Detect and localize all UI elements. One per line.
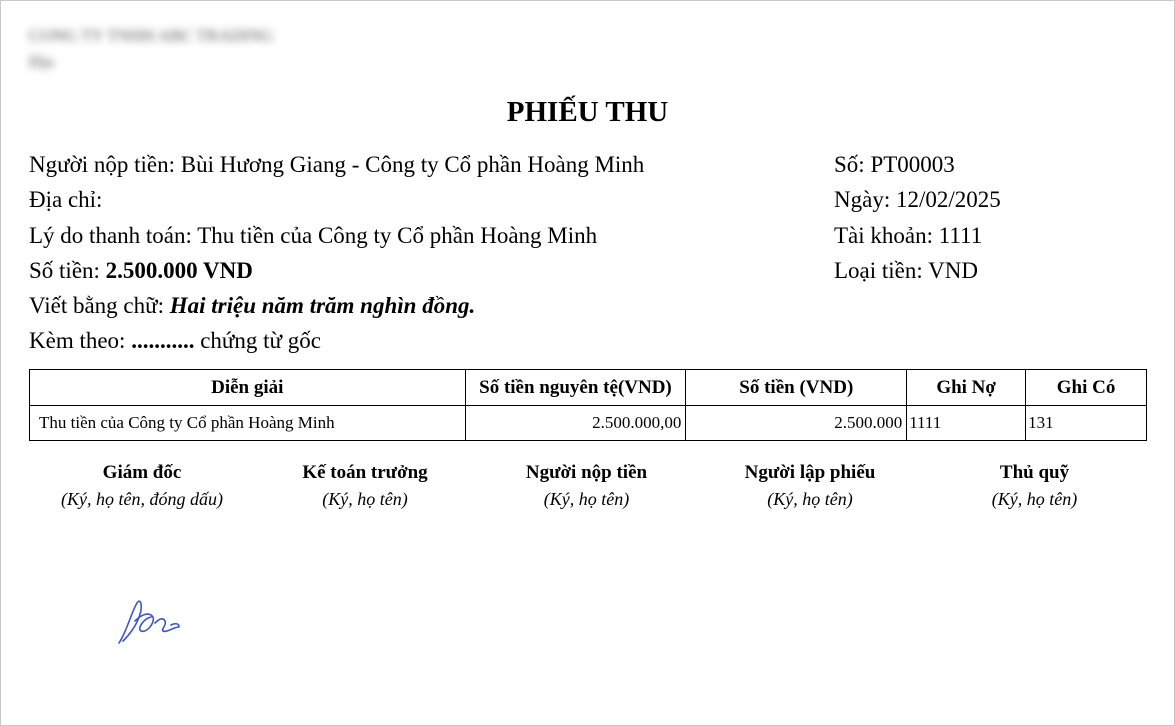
voucher-date-value: 12/02/2025 — [895, 187, 1001, 213]
table-row — [30, 406, 1147, 441]
table-header-row — [30, 370, 1147, 406]
amount-value: 2.500.000 VND — [105, 257, 253, 283]
document-title: PHIẾU THU — [506, 96, 669, 128]
signature-chief-accountant — [255, 459, 475, 512]
signature-payer — [475, 459, 698, 512]
currency-value: VND — [928, 257, 978, 283]
cell-debit-account: 1111 — [907, 406, 1026, 441]
cell-credit-account: 131 — [1026, 406, 1147, 441]
signature-note: (Ký, họ tên, đóng dấu) — [61, 489, 223, 509]
signature-director — [29, 459, 255, 512]
attachments-label: Kèm theo: — [29, 328, 132, 354]
attachments-suffix: chứng từ gốc — [194, 328, 321, 354]
signature-note: (Ký, họ tên) — [322, 489, 408, 509]
address-label: Địa chỉ: — [29, 187, 103, 213]
column-header-debit: Ghi Nợ — [907, 370, 1026, 406]
account-value: 1111 — [938, 222, 983, 248]
cell-description: Thu tiền của Công ty Cổ phần Hoàng Minh — [30, 406, 466, 441]
amount-label: Số tiền: — [29, 257, 106, 283]
payer-line — [29, 147, 644, 182]
signature-title: Giám đốc — [102, 462, 182, 483]
column-header-credit: Ghi Có — [1026, 370, 1147, 406]
voucher-date-label: Ngày: — [834, 187, 896, 213]
signature-note: (Ký, họ tên) — [991, 489, 1078, 509]
signature-title: Thủ quỹ — [999, 462, 1070, 483]
amount-line — [29, 253, 644, 288]
signature-preparer — [698, 459, 922, 512]
voucher-number-label: Số: — [834, 152, 871, 177]
reason-label: Lý do thanh toán: — [29, 222, 198, 248]
reason-value: Thu tiền của Công ty Cổ phần Hoàng Minh — [197, 222, 598, 248]
company-header-blurred — [29, 23, 273, 75]
detail-table — [29, 369, 1147, 441]
voucher-number-value: PT00003 — [870, 152, 955, 177]
address-line — [29, 182, 644, 217]
cell-amount: 2.500.000 — [686, 406, 907, 441]
signature-title: Người nộp tiền — [525, 462, 648, 483]
payer-label: Người nộp tiền: — [29, 152, 181, 177]
company-name: CONG TY TNHH ABC TRADING — [29, 26, 274, 45]
column-header-description: Diễn giải — [30, 370, 466, 406]
cell-foreign-amount: 2.500.000,00 — [465, 406, 686, 441]
voucher-number-line — [834, 147, 1001, 182]
attachments-dots: ........... — [131, 328, 195, 354]
signature-title: Người lập phiếu — [744, 462, 876, 483]
column-header-amount: Số tiền (VND) — [686, 370, 907, 406]
signature-note: (Ký, họ tên) — [543, 489, 630, 509]
signature-note: (Ký, họ tên) — [767, 489, 853, 509]
amount-words-line — [29, 288, 644, 323]
reason-line — [29, 218, 644, 253]
payer-info-block — [29, 147, 644, 359]
attachments-line — [29, 323, 644, 358]
amount-words-label: Viết bằng chữ: — [29, 293, 170, 319]
handwritten-signature — [113, 595, 193, 651]
company-address: Địa — [29, 52, 54, 71]
payer-value: Bùi Hương Giang - Công ty Cổ phần Hoàng Minh — [180, 152, 645, 177]
currency-line — [834, 253, 1001, 288]
amount-words-value: Hai triệu năm trăm nghìn đồng. — [169, 293, 476, 319]
signature-title: Kế toán trưởng — [302, 462, 428, 483]
column-header-foreign-amount: Số tiền nguyên tệ(VND) — [465, 370, 686, 406]
account-line — [834, 218, 1001, 253]
signature-cashier — [922, 459, 1147, 512]
voucher-info-block — [834, 147, 1001, 288]
voucher-date-line — [834, 182, 1001, 217]
currency-label: Loại tiền: — [834, 257, 929, 283]
account-label: Tài khoản: — [834, 222, 939, 248]
signature-section — [29, 459, 1147, 512]
